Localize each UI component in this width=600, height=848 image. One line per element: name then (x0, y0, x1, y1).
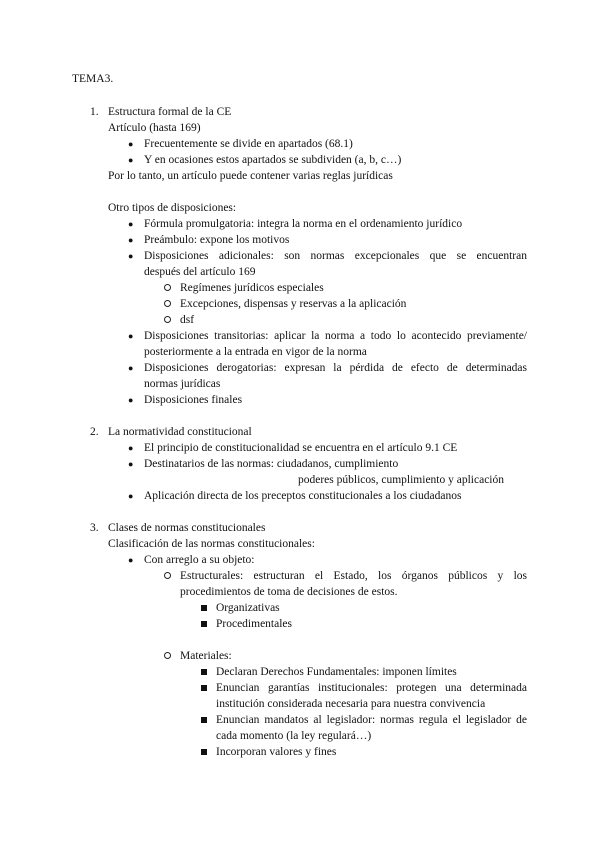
sub-sub-list-item-continuation: institución considerada necesaria para nuestra convivencia (216, 698, 486, 710)
square-bullet-icon (201, 685, 207, 691)
sub-list-item: Regímenes jurídicos especiales (180, 282, 324, 294)
sub-list-item: Excepciones, dispensas y reservas a la aplicación (180, 298, 407, 310)
bullet-icon: ● (128, 235, 134, 245)
list-item-continuation: poderes públicos, cumplimiento y aplicación (298, 474, 504, 486)
sub-sub-list-item: Declaran Derechos Fundamentales: imponen límites (216, 666, 457, 678)
list-item: Frecuentemente se divide en apartados (68.1) (144, 138, 353, 150)
bullet-icon: ● (128, 139, 134, 149)
sub-list-item: Estructurales: estructuran el Estado, los órganos públicos y los (180, 570, 527, 582)
clasificacion-line: Clasificación de las normas constitucionales: (108, 538, 315, 550)
list-item-continuation: normas jurídicas (144, 378, 221, 390)
list-item: Con arreglo a su objeto: (144, 554, 255, 566)
square-bullet-icon (201, 605, 207, 611)
square-bullet-icon (201, 717, 207, 723)
bullet-icon: ● (128, 155, 134, 165)
sub-sub-list-item: Incorporan valores y fines (216, 746, 337, 758)
list-item: Aplicación directa de los preceptos constitucionales a los ciudadanos (144, 490, 462, 502)
bullet-icon: ● (128, 251, 134, 261)
list-item: Preámbulo: expone los motivos (144, 234, 290, 246)
list-item: El principio de constitucionalidad se encuentra en el artículo 9.1 CE (144, 442, 458, 454)
bullet-icon: ● (128, 395, 134, 405)
list-item: Destinatarios de las normas: ciudadanos, cumplimiento (144, 458, 399, 470)
square-bullet-icon (201, 621, 207, 627)
list-item: Y en ocasiones estos apartados se subdividen (a, b, c…) (144, 154, 402, 166)
list-item: Disposiciones transitorias: aplicar la norma a todo lo acontecido previamente/ (144, 330, 527, 342)
bullet-icon: ● (128, 555, 134, 565)
section-1-number: 1. (90, 106, 99, 118)
sub-sub-list-item: Enuncian garantías institucionales: protegen una determinada (216, 682, 527, 694)
page-title: TEMA3. (72, 73, 114, 85)
circle-bullet-icon (164, 316, 171, 323)
bullet-icon: ● (128, 219, 134, 229)
circle-bullet-icon (164, 572, 171, 579)
bullet-icon: ● (128, 363, 134, 373)
list-item-continuation: posteriormente a la entrada en vigor de la norma (144, 346, 367, 358)
section-1-heading: Estructura formal de la CE (108, 106, 232, 118)
bullet-icon: ● (128, 331, 134, 341)
list-item: Disposiciones derogatorias: expresan la pérdida de efecto de determinadas (144, 362, 527, 374)
sub-sub-list-item-continuation: cada momento (la ley regulará…) (216, 730, 372, 742)
otros-heading: Otro tipos de disposiciones: (108, 202, 237, 214)
sub-sub-list-item: Enuncian mandatos al legislador: normas regula el legislador de (216, 714, 527, 726)
circle-bullet-icon (164, 300, 171, 307)
sub-list-item: dsf (180, 314, 195, 326)
list-item: Disposiciones finales (144, 394, 243, 406)
conclusion-line: Por lo tanto, un artículo puede contener varias reglas jurídicas (108, 170, 393, 182)
sub-list-item-continuation: procedimientos de toma de decisiones de estos. (180, 586, 398, 598)
circle-bullet-icon (164, 284, 171, 291)
section-2-number: 2. (90, 426, 99, 438)
bullet-icon: ● (128, 443, 134, 453)
list-item-continuation: después del artículo 169 (144, 266, 256, 278)
bullet-icon: ● (128, 459, 134, 469)
circle-bullet-icon (164, 652, 171, 659)
list-item: Fórmula promulgatoria: integra la norma en el ordenamiento jurídico (144, 218, 463, 230)
sub-list-item: Materiales: (180, 650, 232, 662)
sub-sub-list-item: Procedimentales (216, 618, 293, 630)
section-3-number: 3. (90, 522, 99, 534)
bullet-icon: ● (128, 491, 134, 501)
square-bullet-icon (201, 669, 207, 675)
section-2-heading: La normatividad constitucional (108, 426, 252, 438)
articulo-line: Artículo (hasta 169) (108, 122, 201, 134)
list-item: Disposiciones adicionales: son normas excepcionales que se encuentran (144, 250, 527, 262)
sub-sub-list-item: Organizativas (216, 602, 280, 614)
square-bullet-icon (201, 749, 207, 755)
section-3-heading: Clases de normas constitucionales (108, 522, 266, 534)
